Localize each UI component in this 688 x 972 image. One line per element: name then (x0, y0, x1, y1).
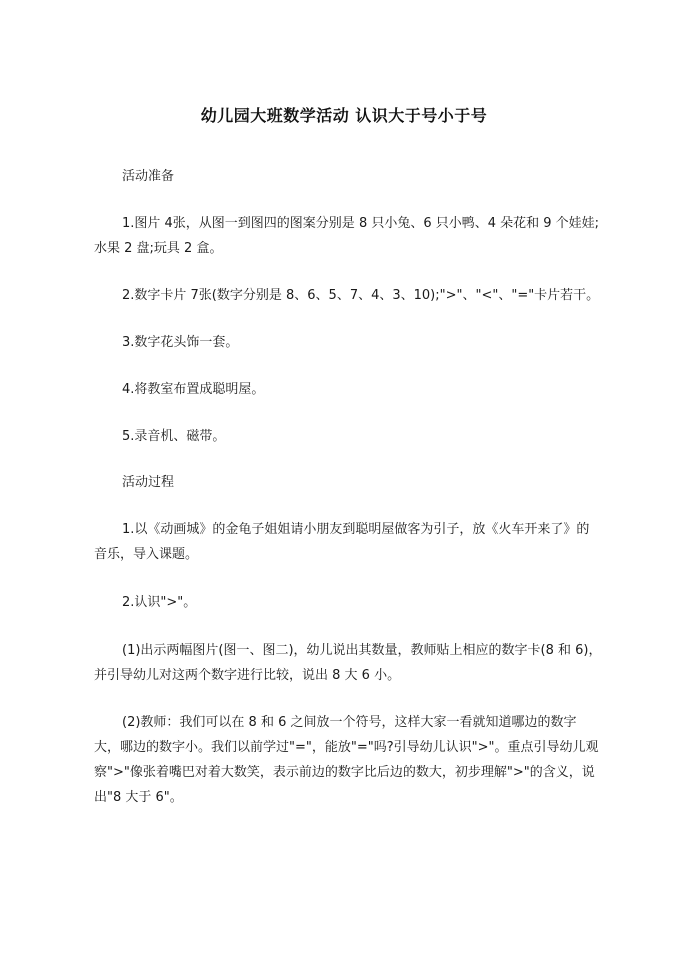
paragraph-process-item-2-1: (1)出示两幅图片(图一、图二)，幼儿说出其数量，教师贴上相应的数字卡(8 和 6)，并引导幼儿对这两个数字进行比较，说出 8 大 6 小。 (94, 643, 602, 683)
document-title: 幼儿园大班数学活动 认识大于号小于号 (200, 106, 488, 125)
paragraph-prep-item-3: 3.数字花头饰一套。 (122, 335, 239, 350)
paragraph-prep-item-4: 4.将教室布置成聪明屋。 (122, 382, 265, 397)
paragraph-process-item-2-2: (2)教师：我们可以在 8 和 6 之间放一个符号，这样大家一看就知道哪边的数字大，哪边的数字小。我们以前学过"="，能放"="吗?引导幼儿认识">"。重点引导幼儿观察">"像张着嘴巴对着大数笑，表示前边的数字比后边的数大，初步理解">"的含义，说出"8 大于 6"。 (94, 715, 599, 805)
section-heading-preparation: 活动准备 (122, 169, 175, 184)
section-heading-process: 活动过程 (122, 475, 175, 490)
paragraph-process-item-2: 2.认识">"。 (122, 595, 197, 610)
paragraph-prep-item-2: 2.数字卡片 7张(数字分别是 8、6、5、7、4、3、10);">"、"<"、"="卡片若干。 (122, 288, 600, 303)
paragraph-prep-item-5: 5.录音机、磁带。 (122, 429, 226, 444)
paragraph-process-item-1: 1.以《动画城》的金龟子姐姐请小朋友到聪明屋做客为引子，放《火车开来了》的音乐，导入课题。 (94, 522, 590, 562)
paragraph-prep-item-1: 1.图片 4张，从图一到图四的图案分别是 8 只小兔、6 只小鸭、4 朵花和 9 个娃娃;水果 2 盘;玩具 2 盒。 (94, 216, 600, 256)
